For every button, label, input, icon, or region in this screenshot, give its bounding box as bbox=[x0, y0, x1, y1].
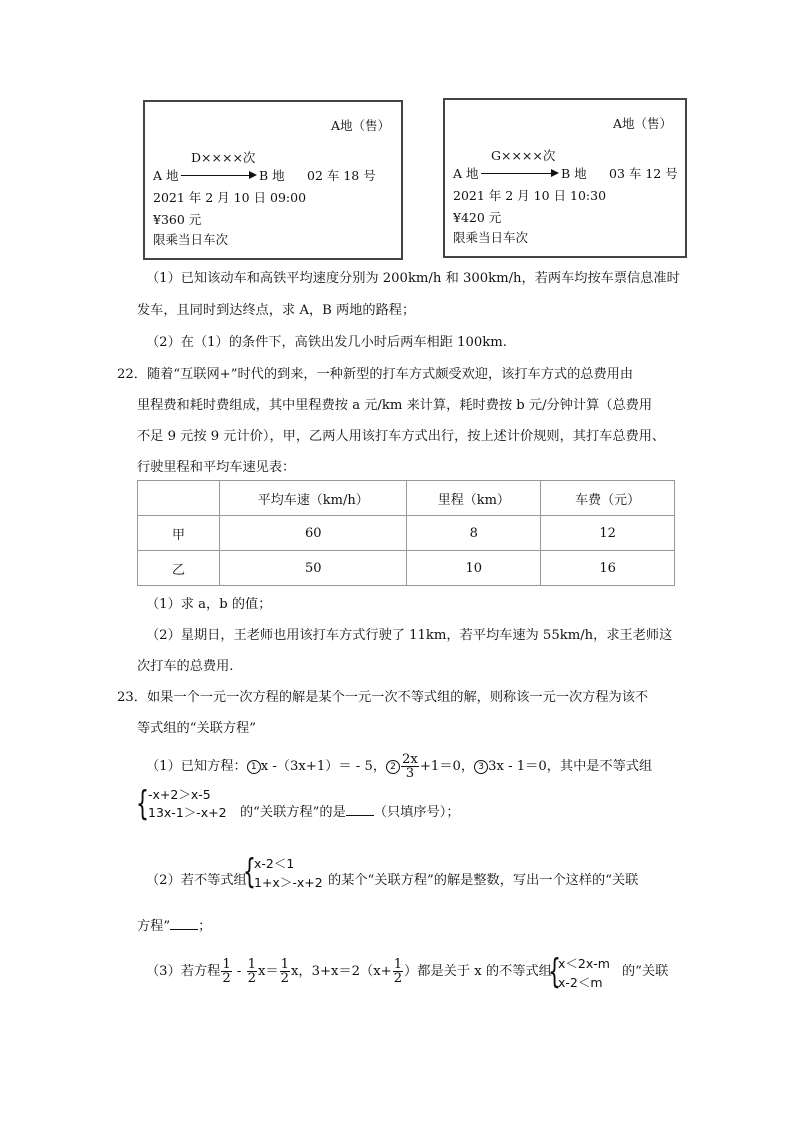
table-cell: 16 bbox=[541, 551, 675, 586]
q23-part3: （3）若方程 $\frac{1}{2}$ - $\frac{1}{2}$ x＝ $\frac{1}{2}$ x，3+x＝2（x+ $\frac{1}{2}$ ）都是关于 x 的不等式组 bbox=[146, 957, 552, 986]
q23-part3-tail: 的“关联 bbox=[622, 964, 669, 979]
table-header-cell: 平均车速（km/h） bbox=[220, 481, 407, 516]
ticket-price: ¥360 元 bbox=[153, 212, 202, 227]
system-1-ineq-a: -x+2＞x-5 bbox=[148, 787, 211, 802]
table-row bbox=[138, 551, 675, 586]
brace-icon: { bbox=[243, 852, 256, 892]
q23-part3-prefix: （3）若方程 bbox=[146, 964, 221, 979]
brace-icon: { bbox=[548, 952, 561, 992]
q22-line1: 22．随着“互联网+”时代的到来，一种新型的打车方式颇受欢迎，该打车方式的总费用由 bbox=[117, 367, 634, 382]
q23-part1-tail: 的“关联方程”的是 （只填序号）； bbox=[240, 805, 460, 820]
q23-part2-line2: 方程” ； bbox=[137, 919, 212, 934]
table-cell: 8 bbox=[407, 516, 541, 551]
table-cell: 乙 bbox=[138, 551, 220, 586]
system-3-ineq-b: x-2＜m bbox=[558, 975, 603, 990]
fraction: $\frac{1}{2}$ bbox=[393, 957, 403, 986]
table-cell: 10 bbox=[407, 551, 541, 586]
ticket-header: A地（售） bbox=[613, 116, 673, 131]
system-1-ineq-b: 13x-1＞-x+2 bbox=[148, 805, 227, 820]
system-3-ineq-a: x＜2x-m bbox=[558, 956, 610, 971]
ticket-g-train bbox=[443, 98, 687, 258]
ticket-note: 限乘当日车次 bbox=[453, 230, 529, 245]
q23-part2-prefix: （2）若不等式组 bbox=[146, 873, 247, 888]
ticket-datetime: 2021 年 2 月 10 日 09:00 bbox=[153, 190, 307, 205]
q22-line2: 里程费和耗时费组成，其中里程费按 a 元/km 来计算，耗时费按 b 元/分钟计算（总费用 bbox=[137, 398, 653, 413]
fraction: $\frac{1}{2}$ bbox=[280, 957, 289, 986]
fraction: $\frac{2x}{3}$ bbox=[402, 752, 418, 781]
arrow-icon bbox=[481, 173, 557, 174]
equation-1: x -（3x+1）＝ - 5， bbox=[260, 759, 387, 774]
fare-table bbox=[137, 480, 675, 586]
q23-line2: 等式组的“关联方程” bbox=[137, 721, 256, 736]
q22-line3: 不足 9 元按 9 元计价），甲，乙两人用该打车方式出行，按上述计价规则，其打车总费用、 bbox=[137, 429, 666, 444]
ticket-seat: 02 车 18 号 bbox=[307, 168, 376, 183]
arrow-icon bbox=[181, 175, 255, 176]
table-cell: 60 bbox=[220, 516, 407, 551]
q23-line1: 23．如果一个一元一次方程的解是某个一元一次不等式组的解，则称该一元一次方程为该不 bbox=[117, 690, 649, 705]
system-2-ineq-b: 1+x＞-x+2 bbox=[254, 875, 323, 890]
system-2-ineq-a: x-2＜1 bbox=[254, 856, 295, 871]
q21-part1-line2: 发车，且同时到达终点，求 A，B 两地的路程； bbox=[137, 303, 416, 318]
ticket-to: B 地 bbox=[259, 168, 285, 183]
fraction: $\frac{1}{2}$ bbox=[222, 957, 231, 986]
ticket-to: B 地 bbox=[561, 166, 587, 181]
table-header-row bbox=[138, 481, 675, 516]
q21-part1-line1: （1）已知该动车和高铁平均速度分别为 200km/h 和 300km/h，若两车均按车票信息准时 bbox=[146, 271, 680, 286]
q21-part2: （2）在（1）的条件下，高铁出发几小时后两车相距 100km. bbox=[146, 335, 507, 350]
ticket-train-number: D××××次 bbox=[191, 150, 256, 165]
q22-part1: （1）求 a，b 的值； bbox=[146, 597, 272, 612]
brace-icon: { bbox=[136, 784, 149, 824]
table-header-cell: 车费（元） bbox=[541, 481, 675, 516]
ticket-from: A 地 bbox=[153, 168, 179, 183]
ticket-note: 限乘当日车次 bbox=[153, 232, 229, 247]
q22-part2-line2: 次打车的总费用. bbox=[137, 659, 234, 674]
circled-number-icon: 2 bbox=[386, 760, 400, 774]
answer-blank[interactable] bbox=[346, 803, 374, 816]
q22-line4: 行驶里程和平均车速见表： bbox=[137, 460, 296, 475]
q23-part1-prefix: （1）已知方程： bbox=[146, 759, 247, 774]
equation-2: +1＝0， bbox=[419, 759, 475, 774]
q23-part1-equations bbox=[146, 752, 652, 782]
ticket-datetime: 2021 年 2 月 10 日 10:30 bbox=[453, 188, 607, 203]
ticket-price: ¥420 元 bbox=[453, 210, 502, 225]
q22-part2-line1: （2）星期日，王老师也用该打车方式行驶了 11km，若平均车速为 55km/h，求王老师这 bbox=[146, 628, 673, 643]
fraction: $\frac{1}{2}$ bbox=[247, 957, 256, 986]
table-header-cell bbox=[138, 481, 220, 516]
table-header-cell: 里程（km） bbox=[407, 481, 541, 516]
answer-blank[interactable] bbox=[170, 917, 198, 930]
ticket-seat: 03 车 12 号 bbox=[609, 166, 678, 181]
table-row bbox=[138, 516, 675, 551]
q23-part2-tail: 的某个“关联方程”的解是整数，写出一个这样的“关联 bbox=[328, 873, 639, 888]
circled-number-icon: 3 bbox=[474, 760, 488, 774]
ticket-from: A 地 bbox=[453, 166, 479, 181]
table-cell: 甲 bbox=[138, 516, 220, 551]
ticket-train-number: G××××次 bbox=[491, 148, 556, 163]
table-cell: 12 bbox=[541, 516, 675, 551]
circled-number-icon: 1 bbox=[247, 760, 261, 774]
ticket-d-train bbox=[143, 100, 403, 260]
ticket-header: A地（售） bbox=[331, 118, 391, 133]
table-cell: 50 bbox=[220, 551, 407, 586]
equation-3: 3x - 1＝0，其中是不等式组 bbox=[488, 759, 653, 774]
